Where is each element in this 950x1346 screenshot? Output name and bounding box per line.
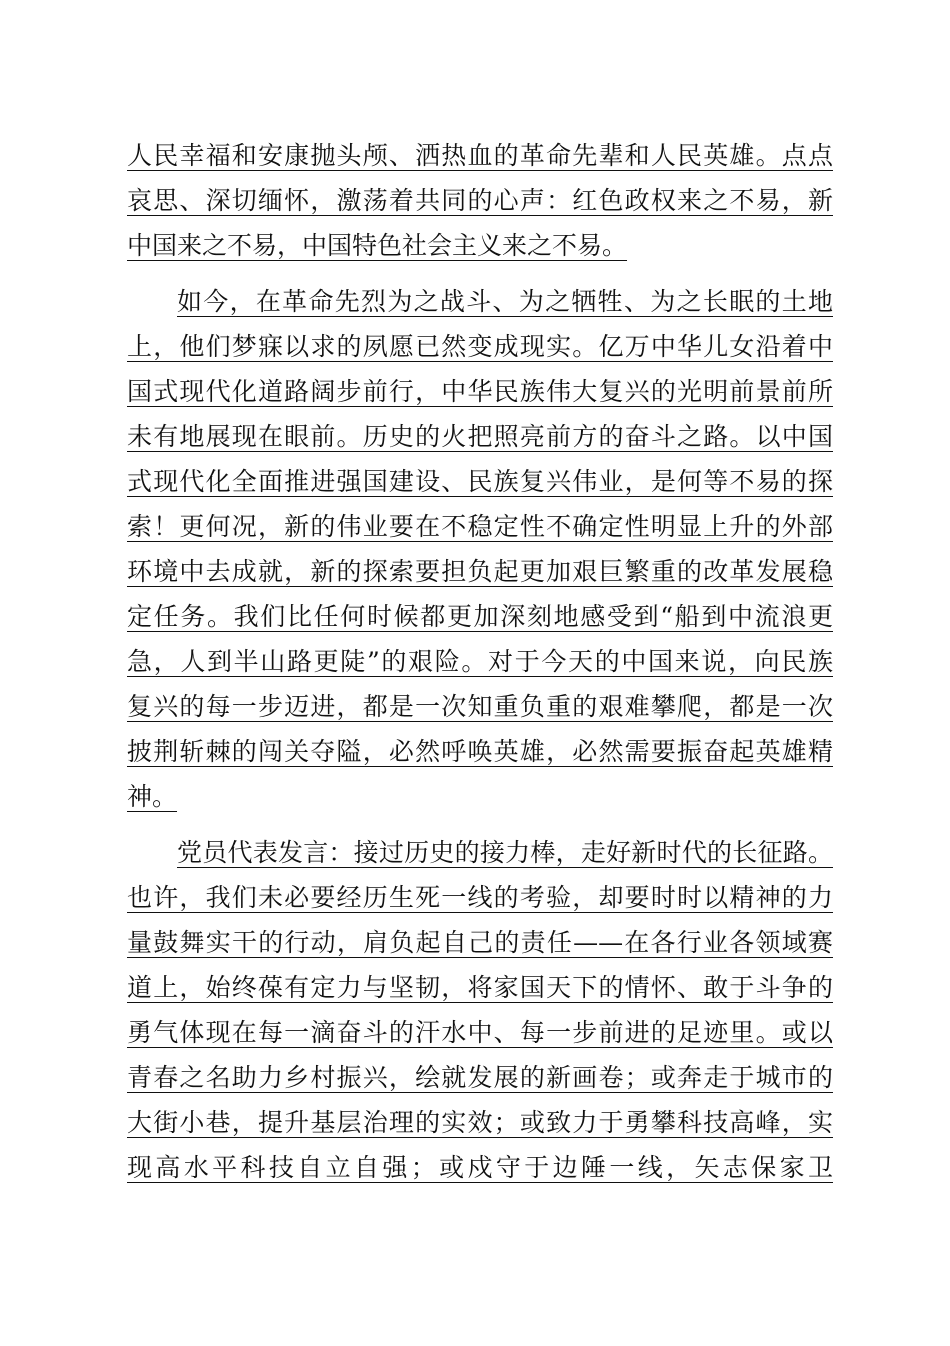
text-line: 急，人到半山路更陡”的艰险。对于今天的中国来说，向民族	[127, 647, 833, 676]
text-line: 国式现代化道路阔步前行，中华民族伟大复兴的光明前景前所	[127, 377, 833, 406]
text-line: 大街小巷，提升基层治理的实效；或致力于勇攀科技高峰，实	[127, 1108, 833, 1137]
document-body	[127, 133, 833, 1190]
text-line: 环境中去成就，新的探索要担负起更加艰巨繁重的改革发展稳	[127, 557, 833, 586]
text-line: 青春之名助力乡村振兴，绘就发展的新画卷；或奔走于城市的	[127, 1063, 833, 1092]
paragraph-3	[127, 830, 833, 1190]
paragraph-1	[127, 133, 833, 268]
text-line: 党员代表发言：接过历史的接力棒，走好新时代的长征路。	[177, 838, 833, 867]
text-line: 中国来之不易，中国特色社会主义来之不易。	[127, 231, 628, 260]
text-line: 现高水平科技自立自强；或戍守于边陲一线，矢志保家卫	[127, 1153, 833, 1182]
text-line: 索！更何况，新的伟业要在不稳定性不确定性明显上升的外部	[127, 512, 833, 541]
text-line: 披荆斩棘的闯关夺隘，必然呼唤英雄，必然需要振奋起英雄精	[127, 737, 833, 766]
text-line: 如今，在革命先烈为之战斗、为之牺牲、为之长眠的土地	[177, 287, 833, 316]
text-line: 人民幸福和安康抛头颅、洒热血的革命先辈和人民英雄。点点	[127, 141, 833, 170]
text-line: 也许，我们未必要经历生死一线的考验，却要时时以精神的力	[127, 883, 833, 912]
text-line: 式现代化全面推进强国建设、民族复兴伟业，是何等不易的探	[127, 467, 833, 496]
text-line: 哀思、深切缅怀，激荡着共同的心声：红色政权来之不易，新	[127, 186, 833, 215]
text-line: 勇气体现在每一滴奋斗的汗水中、每一步前进的足迹里。或以	[127, 1018, 833, 1047]
text-line: 定任务。我们比任何时候都更加深刻地感受到“船到中流浪更	[127, 602, 833, 631]
text-line: 上，他们梦寐以求的夙愿已然变成现实。亿万中华儿女沿着中	[127, 332, 833, 361]
text-line: 复兴的每一步迈进，都是一次知重负重的艰难攀爬，都是一次	[127, 692, 833, 721]
text-line: 未有地展现在眼前。历史的火把照亮前方的奋斗之路。以中国	[127, 422, 833, 451]
text-line: 神。	[127, 782, 178, 811]
text-line: 道上，始终葆有定力与坚韧，将家国天下的情怀、敢于斗争的	[127, 973, 833, 1002]
text-line: 量鼓舞实干的行动，肩负起自己的责任——在各行业各领域赛	[127, 928, 833, 957]
paragraph-2	[127, 279, 833, 819]
